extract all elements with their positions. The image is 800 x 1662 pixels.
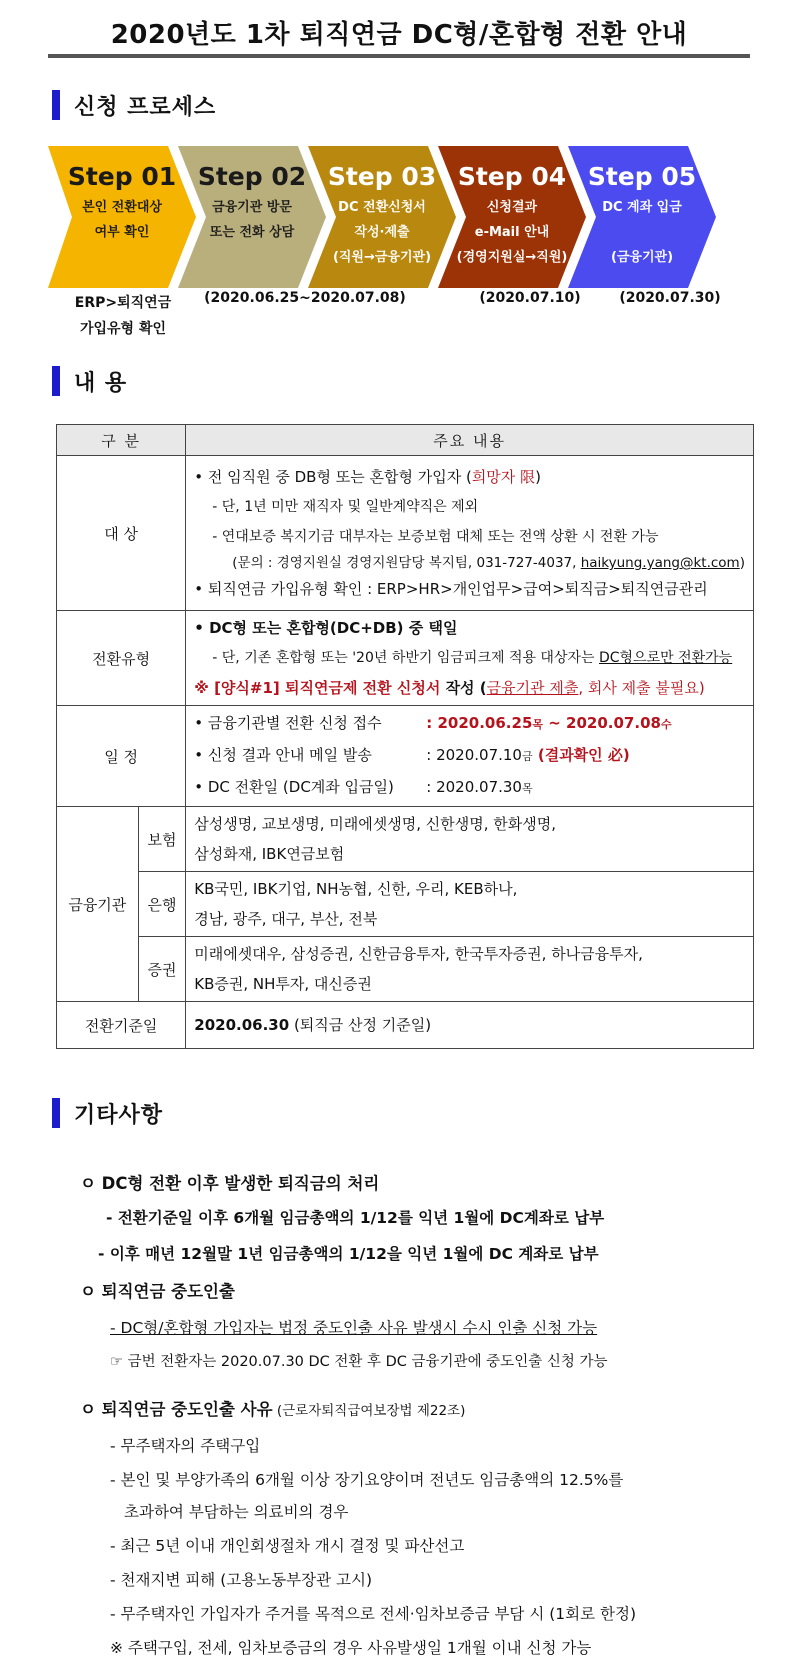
row-type bbox=[57, 611, 754, 706]
step-4-title: Step 04 bbox=[457, 162, 567, 191]
step-4-line-1: 신청결과 bbox=[486, 200, 538, 215]
etc-heading-2: ㅇ 퇴직연금 중도인출 bbox=[80, 1282, 235, 1301]
etc-3-line-3: 초과하여 부담하는 의료비의 경우 bbox=[124, 1503, 349, 1521]
etc-3-line-6: - 무주택자인 가입자가 주거를 목적으로 전세·임차보증금 부담 시 (1회로 한정) bbox=[110, 1605, 637, 1623]
inst-insurance-label: 보험 bbox=[138, 807, 186, 872]
schedule-line-3 bbox=[194, 772, 745, 804]
schedule-1-start-day: 목 bbox=[532, 718, 544, 731]
step-1-note-a: ERP>퇴직연금 bbox=[74, 295, 172, 311]
inst-securities-line-2: KB증권, NH투자, 대신증권 bbox=[194, 975, 372, 993]
step-2-line-1: 금융기관 방문 bbox=[212, 200, 292, 215]
etc-2-line-1: - DC형/혼합형 가입자는 법정 중도인출 사유 발생시 수시 인출 신청 가능 bbox=[110, 1319, 598, 1337]
section-content-heading bbox=[52, 366, 127, 396]
row-schedule-content bbox=[186, 706, 754, 807]
row-schedule bbox=[57, 706, 754, 807]
process-steps bbox=[48, 146, 760, 288]
step-5-title: Step 05 bbox=[587, 162, 697, 191]
row-inst-securities bbox=[57, 937, 754, 1002]
target-line-4 bbox=[194, 552, 745, 574]
page-title: 2020년도 1차 퇴직연금 DC형/혼합형 전환 안내 bbox=[110, 20, 688, 50]
etc-1-line-1: - 전환기준일 이후 6개월 임금총액의 1/12를 익년 1월에 DC계좌로 납부 bbox=[106, 1209, 605, 1227]
step-3-line-3: (직원→금융기관) bbox=[332, 250, 432, 265]
etc-3-line-2: - 본인 및 부양가족의 6개월 이상 장기요양이며 전년도 임금총액의 12.5%를 bbox=[110, 1471, 624, 1489]
section-title: 신청 프로세스 bbox=[74, 94, 217, 120]
inst-bank-label: 은행 bbox=[138, 872, 186, 937]
content-table bbox=[56, 424, 754, 1049]
section-title: 기타사항 bbox=[74, 1102, 164, 1128]
inst-insurance-line-2: 삼성화재, IBK연금보험 bbox=[194, 845, 345, 863]
etc-1-line-2: - 이후 매년 12월말 1년 임금총액의 1/12을 익년 1월에 DC 계좌로 납부 bbox=[98, 1245, 599, 1263]
step-4 bbox=[438, 146, 586, 288]
step-5-line-1: DC 계좌 입금 bbox=[602, 200, 682, 215]
schedule-3-label: • DC 전환일 (DC계좌 입금일) bbox=[194, 778, 394, 796]
inst-securities-label: 증권 bbox=[138, 937, 186, 1002]
schedule-line-1 bbox=[194, 708, 745, 740]
target-line-1-highlight: 희망자 限 bbox=[471, 468, 536, 486]
row-target-content bbox=[186, 456, 754, 611]
step-2-title: Step 02 bbox=[197, 162, 307, 191]
table-header-row bbox=[57, 425, 754, 456]
row-base-date-label: 전환기준일 bbox=[57, 1002, 186, 1049]
row-base-date bbox=[57, 1002, 754, 1049]
base-date-line bbox=[194, 1010, 745, 1040]
inst-insurance-content bbox=[186, 807, 754, 872]
type-form-text: 작성 ( bbox=[440, 679, 487, 697]
row-base-date-content bbox=[186, 1002, 754, 1049]
etc-3-line-1: - 무주택자의 주택구입 bbox=[110, 1437, 261, 1455]
target-contact-end: ) bbox=[739, 555, 745, 571]
etc-3-line-5: - 천재지변 피해 (고용노동부장관 고시) bbox=[110, 1571, 372, 1589]
step-2 bbox=[178, 146, 326, 288]
etc-3-line-7: ※ 주택구입, 전세, 임차보증금의 경우 사유발생일 1개월 이내 신청 가능 bbox=[110, 1639, 592, 1657]
schedule-1-label: • 금융기관별 전환 신청 접수 bbox=[194, 714, 382, 732]
type-line-2-text: - 단, 기존 혼합형 또는 '20년 하반기 임금피크제 적용 대상자는 bbox=[212, 650, 599, 666]
etc-heading-3 bbox=[80, 1396, 465, 1420]
title-divider bbox=[48, 54, 750, 58]
type-line-2 bbox=[194, 643, 745, 673]
schedule-2-note: (결과확인 必) bbox=[532, 746, 630, 764]
etc-heading-1: ㅇ DC형 전환 이후 발생한 퇴직금의 처리 bbox=[80, 1174, 380, 1193]
etc-heading-3-title: ㅇ 퇴직연금 중도인출 사유 bbox=[80, 1400, 273, 1419]
step-1-note-b: 가입유형 확인 bbox=[79, 321, 167, 337]
step-4-date: (2020.07.10) bbox=[479, 290, 581, 306]
section-marker bbox=[52, 366, 60, 396]
section-title: 내 용 bbox=[74, 370, 128, 396]
schedule-1-end-day: 수 bbox=[660, 718, 672, 731]
schedule-line-2 bbox=[194, 740, 745, 772]
step-1-line-1: 본인 전환대상 bbox=[82, 200, 162, 215]
etc-3-line-4: - 최근 5년 이내 개인회생절차 개시 결정 및 파산선고 bbox=[110, 1537, 465, 1555]
inst-bank-line-1: KB국민, IBK기업, NH농협, 신한, 우리, KEB하나, bbox=[194, 880, 518, 898]
schedule-1-end: ~ 2020.07.08 bbox=[543, 714, 661, 732]
step-3-line-1: DC 전환신청서 bbox=[338, 200, 426, 215]
step-4-line-3: (경영지원실→직원) bbox=[456, 250, 568, 265]
target-contact-email[interactable]: haikyung.yang@kt.com bbox=[580, 555, 740, 571]
target-contact-text: (문의 : 경영지원실 경영지원담당 복지팀, 031-727-4037, bbox=[232, 555, 581, 571]
target-line-3: - 연대보증 복지기금 대부자는 보증보험 대체 또는 전액 상환 시 전환 가능 bbox=[212, 529, 659, 545]
step-3-title: Step 03 bbox=[327, 162, 437, 191]
step-2-line-2: 또는 전화 상담 bbox=[209, 225, 295, 240]
row-inst-insurance bbox=[57, 807, 754, 872]
step-3 bbox=[308, 146, 456, 288]
step-2-3-period: (2020.06.25~2020.07.08) bbox=[204, 290, 406, 306]
step-1 bbox=[48, 146, 196, 288]
row-inst-bank bbox=[57, 872, 754, 937]
schedule-2-date: : 2020.07.10 bbox=[426, 746, 522, 764]
step-5-line-2 bbox=[568, 220, 716, 245]
row-type-label: 전환유형 bbox=[57, 611, 186, 706]
type-line-1: • DC형 또는 혼합형(DC+DB) 중 택일 bbox=[194, 619, 458, 637]
row-target-label: 대 상 bbox=[57, 456, 186, 611]
step-5-line-3: (금융기관) bbox=[610, 250, 674, 265]
inst-securities-content bbox=[186, 937, 754, 1002]
step-5 bbox=[568, 146, 716, 288]
target-line-1 bbox=[194, 462, 745, 492]
target-line-2: - 단, 1년 미만 재직자 및 일반계약직은 제외 bbox=[212, 499, 479, 515]
row-schedule-label: 일 정 bbox=[57, 706, 186, 807]
etc-heading-3-law: (근로자퇴직급여보장법 제22조) bbox=[272, 1403, 466, 1419]
target-line-1-end: ) bbox=[535, 468, 541, 486]
row-target bbox=[57, 456, 754, 611]
schedule-2-day: 금 bbox=[521, 750, 533, 763]
schedule-1-start: : 2020.06.25 bbox=[426, 714, 533, 732]
step-5-date: (2020.07.30) bbox=[619, 290, 721, 306]
section-marker bbox=[52, 1098, 60, 1128]
section-marker bbox=[52, 90, 60, 120]
section-process-heading bbox=[52, 90, 216, 120]
step-3-line-2: 작성·제출 bbox=[354, 225, 410, 240]
inst-bank-content bbox=[186, 872, 754, 937]
schedule-2-label: • 신청 결과 안내 메일 발송 bbox=[194, 746, 372, 764]
base-date-note: (퇴직금 산정 기준일) bbox=[289, 1016, 432, 1034]
schedule-3-day: 목 bbox=[521, 782, 533, 795]
row-type-content bbox=[186, 611, 754, 706]
target-line-1-text: • 전 임직원 중 DB형 또는 혼합형 가입자 ( bbox=[194, 468, 472, 486]
inst-securities-line-1: 미래에셋대우, 삼성증권, 신한금융투자, 한국투자증권, 하나금융투자, bbox=[194, 945, 643, 963]
type-form-note: , 회사 제출 불필요) bbox=[578, 679, 705, 697]
header-category: 구 분 bbox=[57, 425, 186, 456]
type-line-3 bbox=[194, 673, 745, 703]
type-line-2-underlined: DC형으로만 전환가능 bbox=[598, 650, 733, 666]
type-form-submit: 금융기관 제출 bbox=[486, 679, 579, 697]
step-4-line-2: e-Mail 안내 bbox=[474, 225, 550, 240]
row-inst-label: 금융기관 bbox=[57, 807, 139, 1002]
step-1-line-2: 여부 확인 bbox=[94, 225, 150, 240]
type-form-name: ※ [양식#1] 퇴직연금제 전환 신청서 bbox=[194, 679, 441, 697]
base-date-value: 2020.06.30 bbox=[194, 1016, 290, 1034]
header-main: 주요 내용 bbox=[186, 425, 754, 456]
etc-2-line-2: ☞ 금번 전환자는 2020.07.30 DC 전환 후 DC 금융기관에 중도인출 신청 가능 bbox=[110, 1354, 608, 1370]
section-etc-heading bbox=[52, 1098, 163, 1128]
target-line-5: • 퇴직연금 가입유형 확인 : ERP>HR>개인업무>급여>퇴직금>퇴직연금관리 bbox=[194, 580, 708, 598]
step-1-title: Step 01 bbox=[67, 162, 177, 191]
inst-insurance-line-1: 삼성생명, 교보생명, 미래에셋생명, 신한생명, 한화생명, bbox=[194, 815, 556, 833]
inst-bank-line-2: 경남, 광주, 대구, 부산, 전북 bbox=[194, 910, 378, 928]
schedule-3-date: : 2020.07.30 bbox=[426, 778, 522, 796]
